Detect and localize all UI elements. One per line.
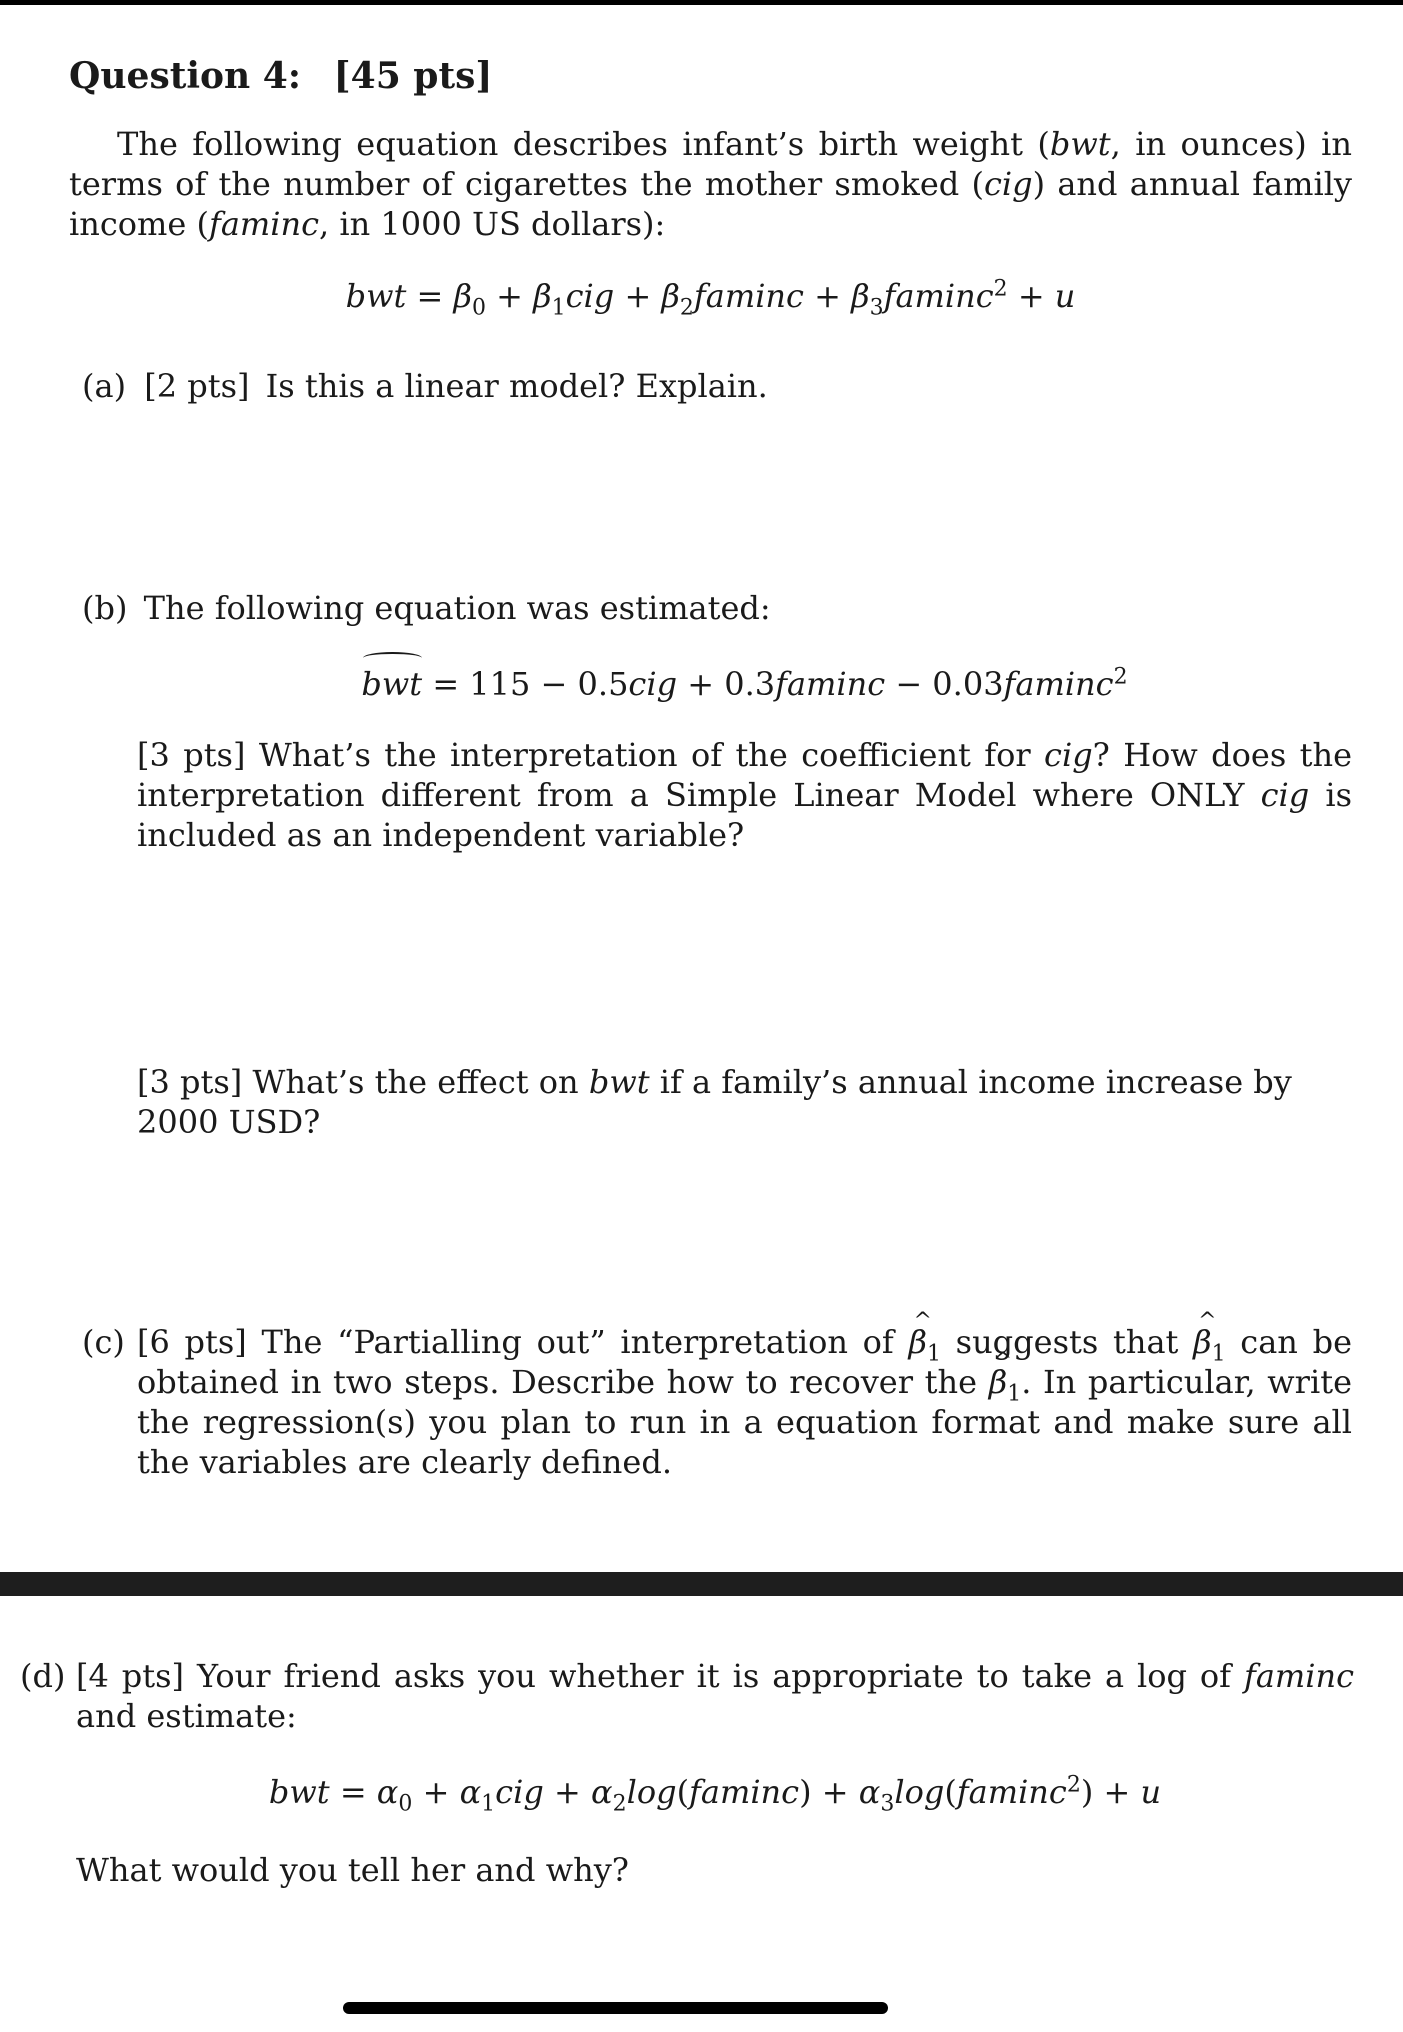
part-d-points: [4 pts] — [76, 1657, 185, 1695]
part-c-text-3: can be obtained in two steps. Describe how to recover the — [137, 1323, 1353, 1401]
eq3-plus: + — [412, 1773, 460, 1811]
part-b — [82, 588, 1352, 628]
eq3-faminc-sq: faminc — [956, 1773, 1067, 1811]
eq3-paren: ) — [799, 1773, 812, 1811]
part-b-q1-text-1: What’s the interpretation of the coefficient for — [258, 736, 1045, 774]
part-c-beta-hat: ^ β — [1193, 1322, 1212, 1362]
part-d-question — [76, 1656, 1354, 1736]
part-b-question-2 — [137, 1062, 1352, 1142]
part-c-beta-sub: 1 — [1007, 1381, 1022, 1407]
part-a-points: [2 pts] — [144, 367, 250, 405]
part-c-beta-sub: 1 — [1211, 1341, 1226, 1367]
eq3-log: log — [626, 1773, 677, 1811]
eq2-text-2: + 0.3 — [677, 665, 776, 703]
eq3-alpha0: α — [376, 1773, 399, 1811]
question-heading: Question 4: — [69, 55, 302, 97]
eq3-alpha3: α — [858, 1773, 881, 1811]
question-points: [45 pts] — [333, 55, 493, 97]
part-b-intro: The following equation was estimated: — [143, 589, 771, 627]
eq3-paren: ) — [1080, 1773, 1094, 1811]
eq1-lhs: bwt — [345, 277, 407, 315]
eq1-faminc-sq: faminc — [883, 277, 994, 315]
eq3-paren: ( — [944, 1773, 957, 1811]
part-c-text-4: . In particular, write the regression(s) you plan to run in a equation format and make sure all the variables are clearly defined. — [137, 1363, 1353, 1481]
part-d-label-text: (d) — [20, 1657, 66, 1695]
part-b-q2-text-1: What’s the effect on — [252, 1063, 589, 1101]
question-title — [69, 56, 492, 96]
eq1-plus: + — [803, 277, 852, 315]
eq1-equals: = — [406, 277, 454, 315]
eq1-faminc: faminc — [693, 277, 804, 315]
part-b-q2-points: [3 pts] — [137, 1063, 243, 1101]
eq2-text-3: − 0.03 — [885, 665, 1004, 703]
estimated-equation — [137, 664, 1352, 704]
part-c-beta-hat: ^ β — [908, 1322, 927, 1362]
var-faminc: faminc — [208, 205, 319, 243]
part-c-text-1: The “Partialling out” interpretation of — [261, 1323, 909, 1361]
eq3-paren: ( — [676, 1773, 690, 1811]
var-bwt: bwt — [1049, 125, 1111, 163]
var-cig: cig — [983, 165, 1033, 203]
part-c-points: [6 pts] — [137, 1323, 247, 1361]
part-d-followup-text: What would you tell her and why? — [76, 1851, 629, 1889]
eq3-square: 2 — [1066, 1772, 1081, 1798]
eq1-beta1: β — [533, 277, 552, 315]
eq1-beta2-sub: 2 — [679, 295, 694, 321]
part-c-question — [137, 1322, 1352, 1482]
part-a-label: (a) — [82, 367, 127, 405]
part-b-q2-var-bwt: bwt — [588, 1063, 650, 1101]
log-equation — [76, 1772, 1354, 1817]
intro-text-2: , in ounces) in terms of the number of cigarettes the mother smoked ( — [69, 125, 1353, 203]
part-c-beta-hat: ^ β — [989, 1362, 1008, 1402]
part-d-text-2: and estimate: — [76, 1697, 297, 1735]
eq1-beta3-sub: 3 — [869, 295, 884, 321]
top-border — [0, 0, 1403, 5]
eq1-beta0: β — [453, 277, 472, 315]
eq3-plus: + — [543, 1773, 591, 1811]
eq2-text-1: = 115 − 0.5 — [422, 665, 629, 703]
part-c-beta-sub: 1 — [926, 1341, 941, 1367]
intro-text-4: , in 1000 US dollars): — [319, 205, 666, 243]
eq3-cig: cig — [495, 1773, 544, 1811]
part-b-q1-text-2: ? How does the interpretation different from a Simple Linear Model where ONLY — [137, 736, 1353, 814]
eq3-lhs: bwt — [268, 1773, 330, 1811]
eq3-faminc: faminc — [689, 1773, 800, 1811]
part-b-q1-points: [3 pts] — [137, 736, 246, 774]
eq1-error: u — [1054, 277, 1076, 315]
eq1-cig: cig — [565, 277, 615, 315]
eq1-beta0-sub: 0 — [471, 295, 486, 321]
eq1-beta2: β — [661, 277, 680, 315]
eq3-equals: = — [329, 1773, 377, 1811]
population-equation — [69, 276, 1352, 321]
part-c-text-2: suggests that — [940, 1323, 1194, 1361]
part-b-q1-text-3: is included as an independent variable? — [137, 776, 1353, 854]
eq3-alpha0-sub: 0 — [398, 1791, 413, 1817]
eq3-alpha3-sub: 3 — [880, 1791, 895, 1817]
eq3-log: log — [894, 1773, 945, 1811]
eq2-faminc-sq: faminc — [1003, 665, 1114, 703]
eq3-alpha2: α — [590, 1773, 613, 1811]
eq3-alpha1-sub: 1 — [481, 1791, 496, 1817]
part-c-label-text: (c) — [82, 1323, 125, 1361]
eq2-faminc: faminc — [775, 665, 886, 703]
page-divider — [0, 1572, 1403, 1596]
eq2-square: 2 — [1113, 664, 1128, 690]
part-b-label: (b) — [82, 589, 128, 627]
eq2-cig: cig — [628, 665, 678, 703]
part-b-q2-text-2: if a family’s annual income increase by 2000 USD? — [137, 1063, 1292, 1141]
eq2-bwt-hat: bwt — [361, 665, 423, 703]
intro-text-3: ) and annual family income ( — [69, 165, 1353, 243]
eq3-alpha1: α — [459, 1773, 482, 1811]
eq3-plus: + — [811, 1773, 859, 1811]
intro-text-1: The following equation describes infant’s birth weight ( — [117, 125, 1050, 163]
eq3-error: u — [1140, 1773, 1162, 1811]
part-d-followup — [76, 1850, 629, 1890]
eq1-plus: + — [1007, 277, 1055, 315]
eq1-plus: + — [485, 277, 534, 315]
eq3-plus: + — [1093, 1773, 1141, 1811]
part-c-label — [82, 1322, 125, 1362]
intro-paragraph — [69, 124, 1352, 244]
part-a-question: Is this a linear model? Explain. — [265, 367, 768, 405]
part-d-text-1: Your friend asks you whether it is appropriate to take a log of — [197, 1657, 1244, 1695]
part-b-q1-var-cig: cig — [1044, 736, 1093, 774]
eq1-plus: + — [614, 277, 662, 315]
home-indicator[interactable] — [343, 2002, 888, 2014]
eq3-alpha2-sub: 2 — [612, 1791, 627, 1817]
part-b-q1-var-cig-2: cig — [1260, 776, 1310, 814]
eq1-beta3: β — [851, 277, 870, 315]
eq1-beta1-sub: 1 — [551, 295, 566, 321]
part-d-var-faminc: faminc — [1243, 1657, 1355, 1695]
part-b-question-1 — [137, 735, 1352, 855]
eq1-square: 2 — [993, 276, 1008, 302]
part-a — [82, 366, 1352, 406]
part-d-label — [20, 1656, 65, 1696]
